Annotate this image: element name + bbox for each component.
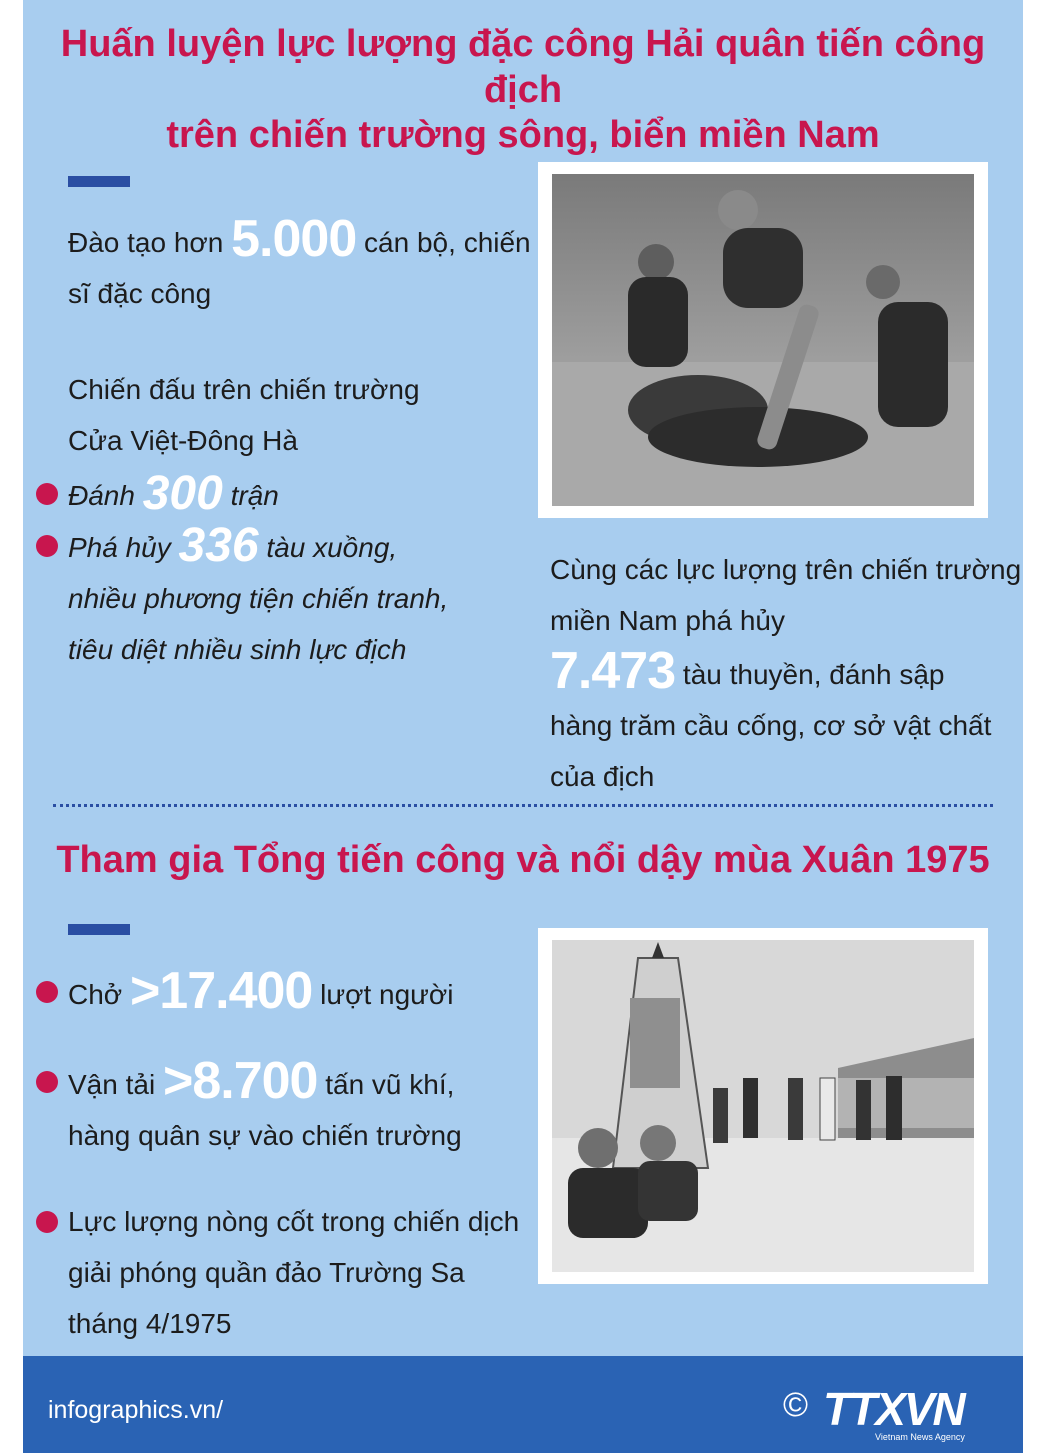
bullet-dot: [36, 1071, 58, 1093]
footer-bar: [23, 1356, 1023, 1453]
core-bullet: [68, 1196, 519, 1349]
logo-text: TTXVN: [823, 1383, 964, 1435]
photo-truong-sa-image: [538, 928, 988, 1284]
training-suffix-2: sĩ đặc công: [68, 278, 212, 309]
training-suffix: cán bộ, chiến: [356, 227, 531, 258]
core-line1: Lực lượng nòng cốt trong chiến dịch: [68, 1206, 520, 1237]
bullet-dot: [36, 535, 58, 557]
section1-title: [23, 22, 1023, 159]
destroy-suffix: tàu xuồng,: [258, 532, 398, 563]
south-suffix: tàu thuyền, đánh sập: [675, 659, 945, 690]
transport-line2: hàng quân sự vào chiến trường: [68, 1120, 462, 1151]
infographic-page: [23, 0, 1023, 1453]
site-link[interactable]: infographics.vn/: [48, 1396, 224, 1424]
carry-label: Chở: [68, 979, 130, 1010]
carry-suffix: lượt người: [312, 979, 454, 1010]
south-line4: hàng trăm cầu cống, cơ sở vật chất: [550, 710, 992, 741]
battle-suffix: trận: [222, 480, 279, 511]
photo-divers: [538, 162, 988, 518]
destroy-number: 336: [178, 519, 259, 572]
training-number: 5.000: [231, 210, 357, 268]
carry-number: >17.400: [129, 962, 313, 1020]
battle-number: 300: [142, 467, 223, 520]
south-line1: Cùng các lực lượng trên chiến trường: [550, 554, 1022, 585]
photo-divers-image: [538, 162, 988, 518]
combat-line1: Chiến đấu trên chiến trường: [68, 374, 420, 405]
agency-name: Vietnam News Agency: [875, 1432, 965, 1442]
destroy-label: Phá hủy: [68, 532, 179, 563]
combat-text: [68, 364, 420, 466]
core-line3: tháng 4/1975: [68, 1308, 232, 1339]
south-number: 7.473: [550, 642, 676, 700]
transport-bullet: [68, 1052, 462, 1161]
section1-title-line1: Huấn luyện lực lượng đặc công Hải quân tiến công địch: [60, 23, 986, 111]
combat-line2: Cửa Việt-Đông Hà: [68, 425, 298, 456]
destroy-bullet: [68, 520, 448, 675]
transport-label: Vận tải: [68, 1069, 163, 1100]
destroy-line3: tiêu diệt nhiều sinh lực địch: [68, 634, 407, 665]
bullet-dot: [36, 483, 58, 505]
battle-label: Đánh: [68, 480, 143, 511]
accent-bar: [68, 924, 130, 935]
transport-suffix: tấn vũ khí,: [317, 1069, 455, 1100]
bullet-dot: [36, 981, 58, 1003]
south-line5: của địch: [550, 761, 655, 792]
photo-truong-sa: [538, 928, 988, 1284]
core-line2: giải phóng quần đảo Trường Sa: [68, 1257, 465, 1288]
destroy-line2: nhiều phương tiện chiến tranh,: [68, 583, 449, 614]
training-label: Đào tạo hơn: [68, 227, 232, 258]
bullet-dot: [36, 1211, 58, 1233]
accent-bar: [68, 176, 130, 187]
south-line2: miền Nam phá hủy: [550, 605, 786, 636]
training-text: [68, 210, 531, 319]
copyright-icon: ©: [783, 1386, 809, 1424]
transport-number: >8.700: [162, 1052, 318, 1110]
section1-title-line2: trên chiến trường sông, biển miền Nam: [166, 114, 880, 157]
south-text: [550, 544, 1021, 802]
carry-bullet: [68, 962, 454, 1020]
section2-title: Tham gia Tổng tiến công và nổi dậy mùa Xuân 1975: [56, 839, 990, 881]
section-divider: [53, 804, 993, 807]
battle-bullet: [68, 468, 279, 521]
